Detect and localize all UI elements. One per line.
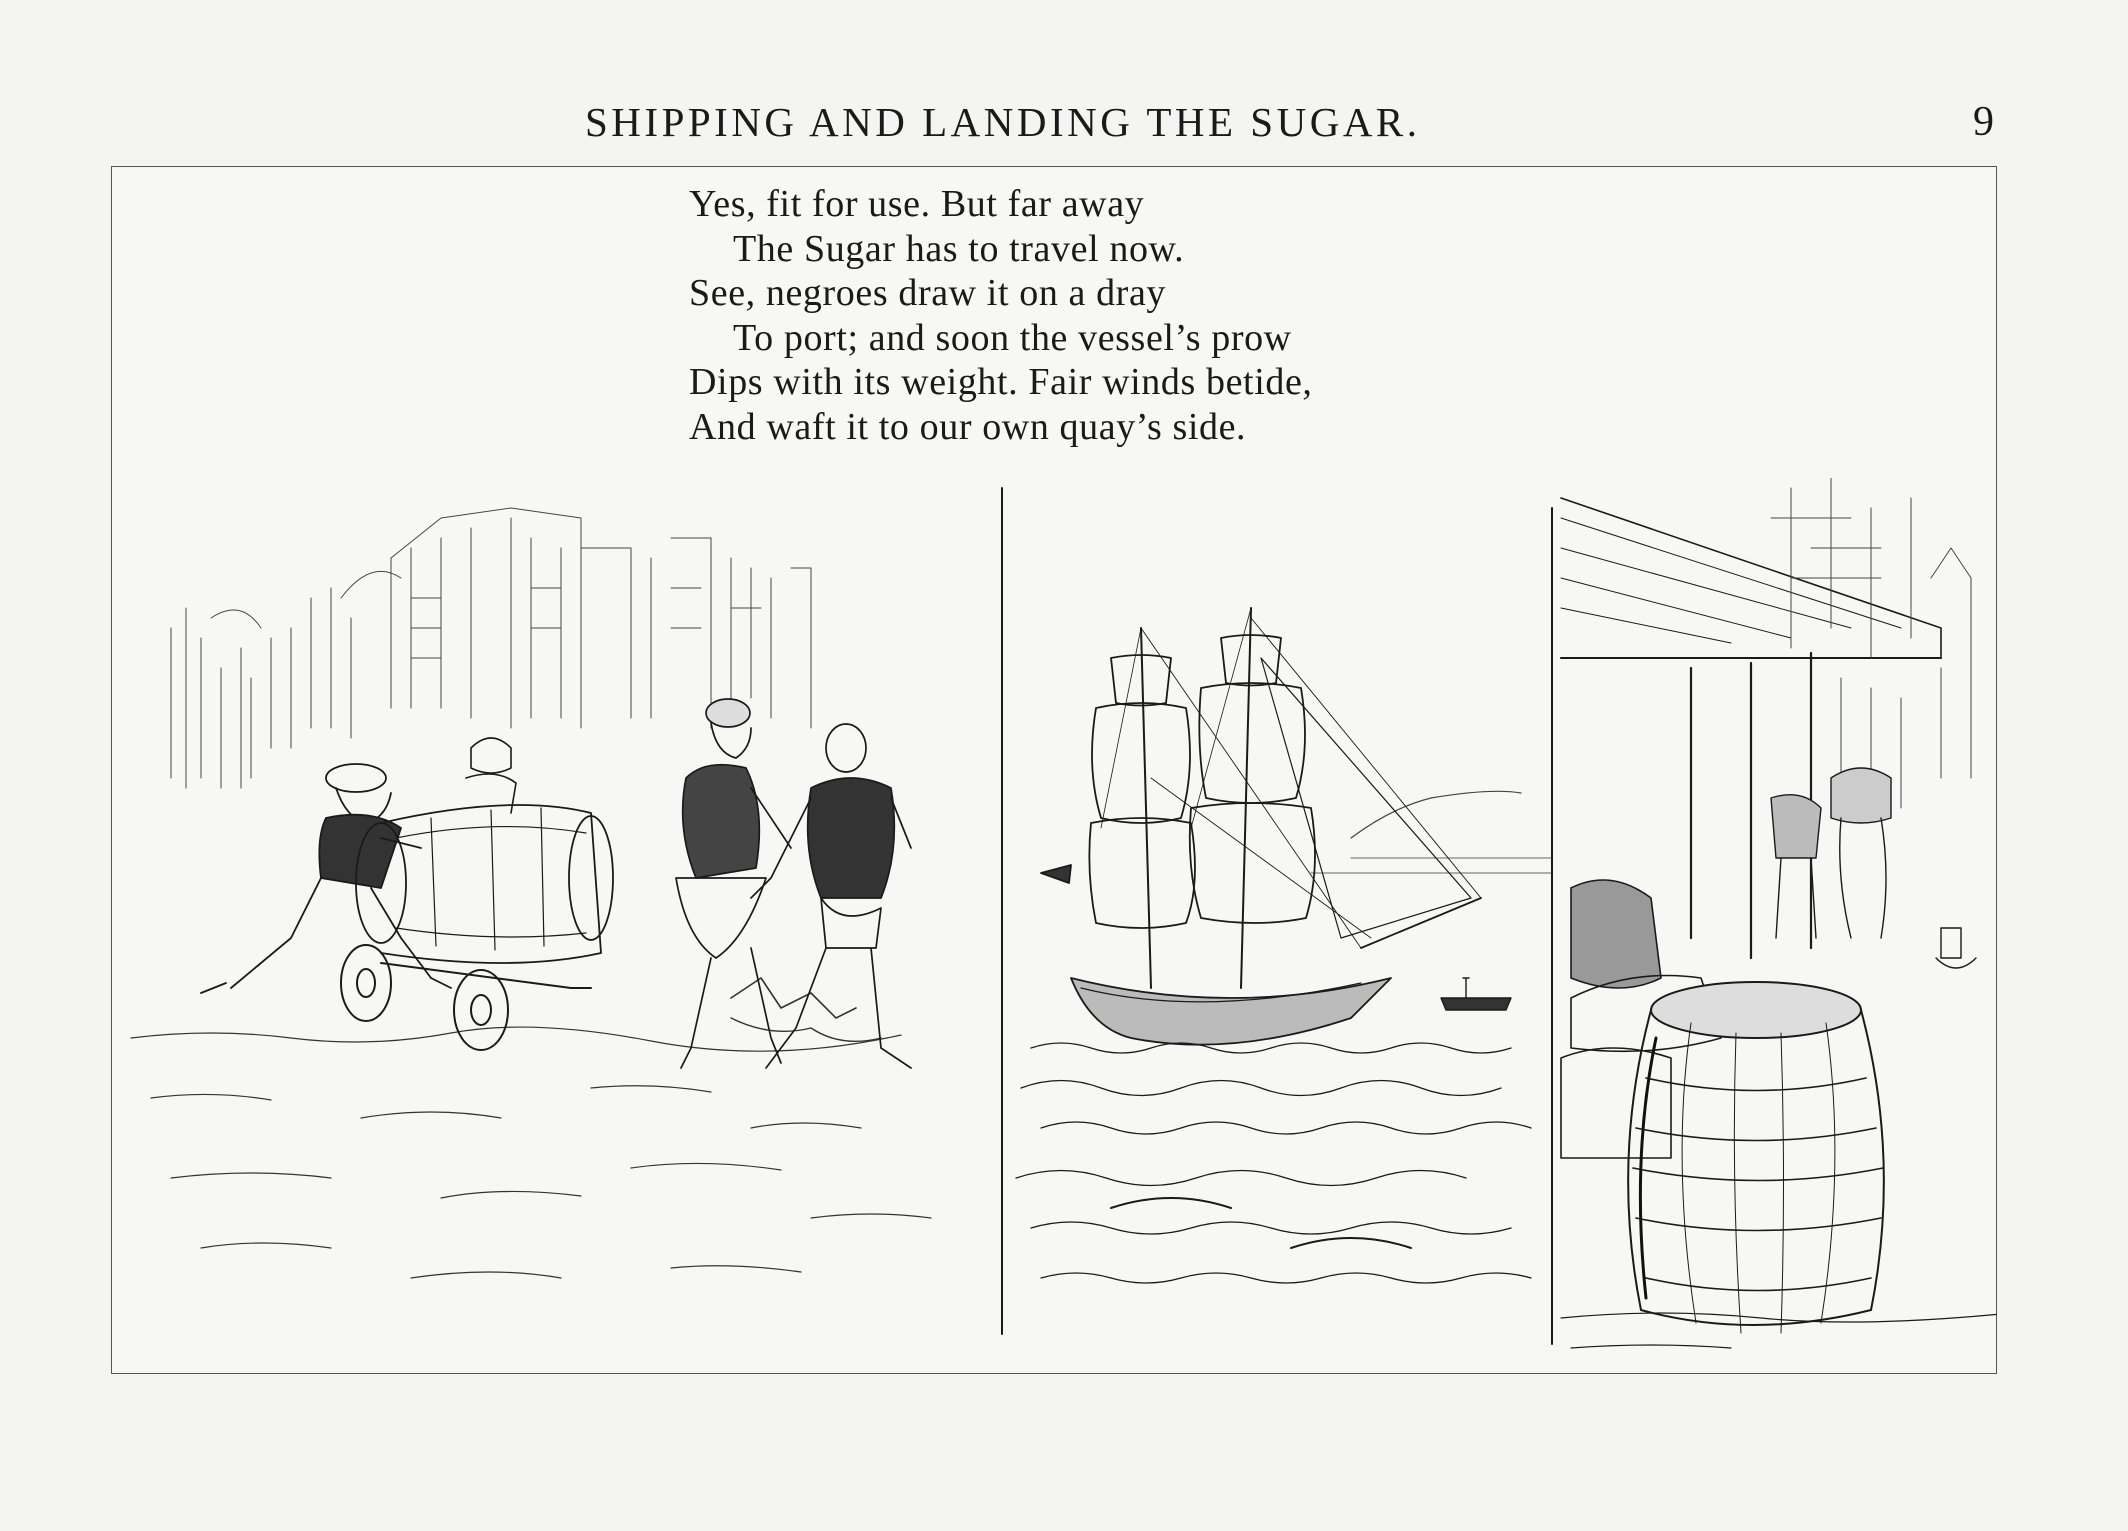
page-title: SHIPPING AND LANDING THE SUGAR. [585, 99, 1421, 145]
verse-line-5: Dips with its weight. Fair winds betide, [689, 361, 1313, 403]
sea-waves [1016, 1043, 1531, 1283]
quay-ground [1561, 1313, 1997, 1348]
sailing-ship [1041, 608, 1481, 1045]
man-striding [751, 724, 911, 1068]
panel-ship-scene [1016, 608, 1551, 1283]
verse-line-4: To port; and soon the vessel’s prow [733, 316, 1292, 359]
town-buildings-background [171, 508, 811, 788]
man-pushing-barrel [201, 764, 451, 993]
verse-block [689, 182, 1449, 449]
engraving-illustration [111, 478, 1997, 1374]
men-carrying-sacks [1771, 768, 1976, 968]
verse-line-6: And waft it to our own quay’s side. [689, 405, 1247, 448]
panel-quay-scene [1561, 478, 1997, 1348]
distant-steamer [1441, 978, 1511, 1010]
panel-dray-scene [131, 508, 931, 1278]
verse-line-2: The Sugar has to travel now. [733, 227, 1185, 270]
running-head [0, 98, 2128, 152]
shed-roof [1561, 498, 1941, 658]
man-with-turban [676, 699, 791, 1068]
verse-line-1: Yes, fit for use. But far away [689, 183, 1145, 225]
verse-line-3: See, negroes draw it on a dray [689, 272, 1167, 314]
ground-texture [131, 978, 931, 1278]
distant-coast [1351, 791, 1521, 838]
page-number: 9 [1973, 99, 1994, 145]
man-behind-barrel [466, 738, 516, 813]
